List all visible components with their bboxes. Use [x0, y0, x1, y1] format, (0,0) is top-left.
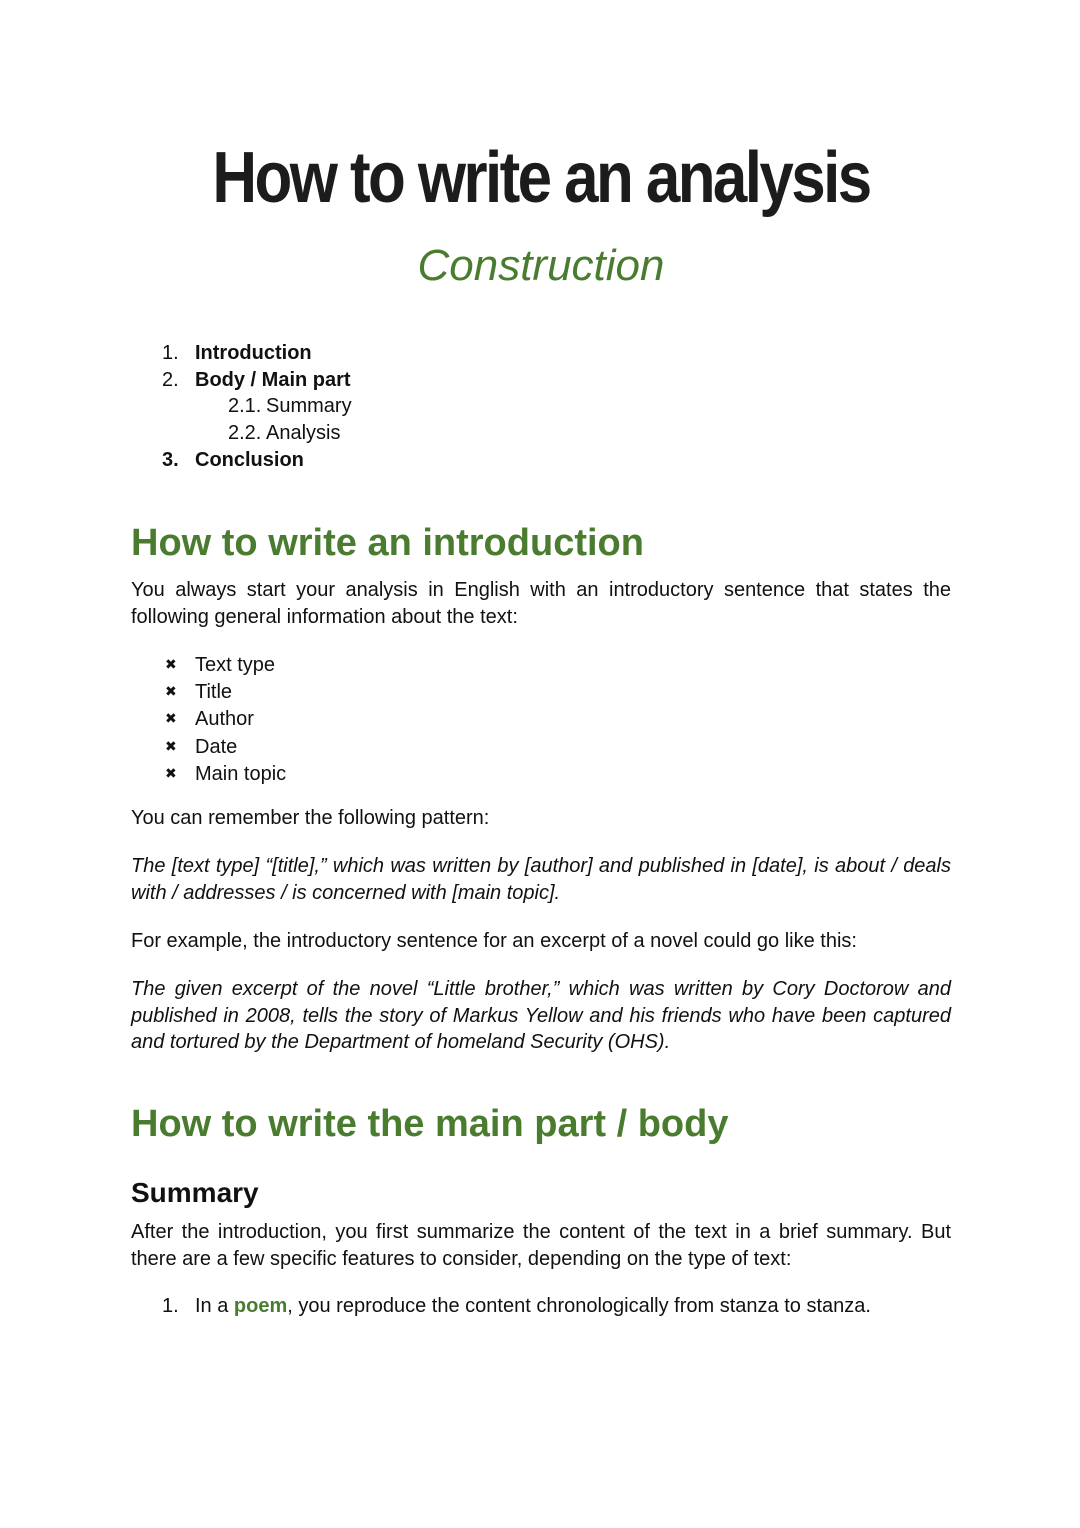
- highlight-term: poem: [233, 1295, 288, 1317]
- list-item: [131, 760, 286, 787]
- bullet-text: Author: [195, 708, 254, 731]
- toc-label: Introduction: [195, 342, 312, 364]
- bullet-text: Text type: [195, 654, 276, 676]
- introduction-text: You always start your analysis in English with an introductory sentence that states the following general information about the text:: [131, 579, 951, 628]
- toc-number: 3.: [162, 448, 179, 471]
- toc-item-conclusion: [131, 447, 352, 474]
- toc-item-introduction: [131, 340, 352, 367]
- list-item: [131, 733, 286, 760]
- toc-number: 2.1.: [228, 395, 262, 418]
- text-type-list: [131, 1293, 871, 1320]
- toc-number: 1.: [162, 342, 179, 364]
- list-item: [131, 705, 286, 732]
- summary-heading: Summary: [131, 1177, 259, 1208]
- main-part-heading: How to write the main part / body: [131, 1103, 729, 1145]
- cross-icon: ✖: [165, 764, 177, 781]
- toc-item-analysis: [131, 420, 352, 447]
- toc-item-summary: [131, 393, 352, 420]
- info-bullet-list: [131, 651, 286, 787]
- list-item: [131, 678, 286, 705]
- toc-number: 2.: [162, 368, 179, 391]
- bullet-text: Title: [195, 681, 233, 704]
- cross-icon: ✖: [165, 710, 177, 727]
- cross-icon: ✖: [165, 737, 177, 754]
- toc-label: Summary: [266, 395, 352, 418]
- table-of-contents: [131, 340, 352, 474]
- bullet-text: Date: [195, 735, 238, 758]
- introduction-heading: How to write an introduction: [131, 522, 644, 564]
- list-prefix: In a: [195, 1295, 234, 1317]
- example-text: The given excerpt of the novel “Little brother,” which was written by Cory Doctorow and published in 2008, tells the story of Markus Yellow and his friends who have been captured and tortured by the Department of homeland Security (OHS).: [131, 978, 951, 1053]
- example-intro: For example, the introductory sentence for an excerpt of a novel could go like this:: [131, 930, 857, 952]
- list-item: [131, 651, 286, 678]
- bullet-text: Main topic: [195, 762, 287, 785]
- cross-icon: ✖: [165, 683, 177, 700]
- pattern-text: The [text type] “[title],” which was written by [author] and published in [date], is about / deals with / addresses / is concerned with [main topic].: [131, 855, 951, 904]
- list-number: 1.: [162, 1295, 179, 1317]
- toc-label: Conclusion: [195, 448, 304, 471]
- toc-label: Analysis: [266, 422, 341, 445]
- cross-icon: ✖: [165, 656, 177, 672]
- list-item: [131, 1293, 871, 1320]
- toc-number: 2.2.: [228, 422, 262, 445]
- toc-item-body: [131, 367, 352, 394]
- document-title: How to write an analysis: [212, 138, 870, 218]
- document-subtitle: Construction: [417, 241, 665, 290]
- toc-label: Body / Main part: [195, 368, 351, 391]
- summary-text: After the introduction, you first summarize the content of the text in a brief summary. But there are a few specific features to consider, depending on the type of text:: [131, 1221, 951, 1270]
- pattern-intro: You can remember the following pattern:: [131, 807, 490, 829]
- list-suffix: , you reproduce the content chronologically from stanza to stanza.: [287, 1295, 871, 1317]
